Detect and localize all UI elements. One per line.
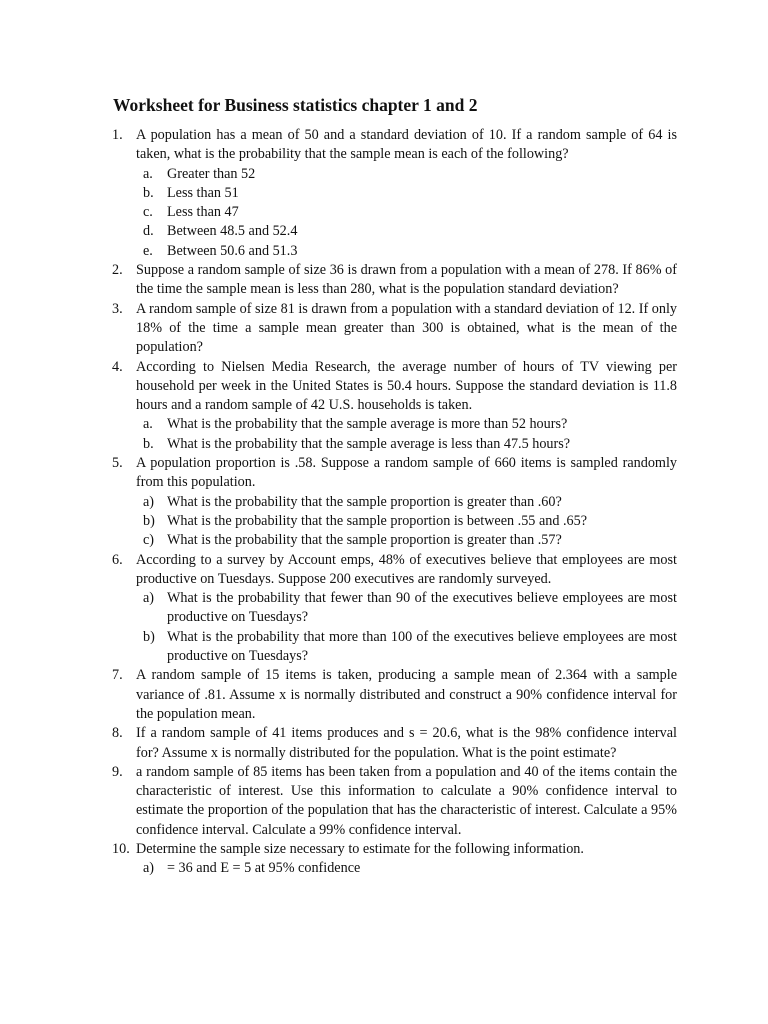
question-text: a random sample of 85 items has been taken from a population and 40 of the items contain the characteristic of interest. Use this information to calculate a 90% confidence interval to estimate the proportion of the population that has the characteristic of interest. Calculate a 95% confidence interval. Calculate a 99% confidence interval. <box>136 763 677 838</box>
sub-letter: a) <box>143 590 155 607</box>
sub-text: What is the probability that the sample proportion is between .55 and .65? <box>167 512 588 529</box>
question-2 <box>0 261 768 300</box>
question-6 <box>0 551 768 590</box>
sub-text: What is the probability that more than 100 of the executives believe employees are most productive on Tuesdays? <box>167 628 677 665</box>
question-text: A population proportion is .58. Suppose a random sample of 660 items is sampled randomly from this population. <box>136 455 677 491</box>
sub-letter: b. <box>143 184 154 201</box>
sub-text: Between 48.5 and 52.4 <box>167 223 298 240</box>
sub-letter: c. <box>143 204 153 221</box>
worksheet-title: Worksheet for Business statistics chapter 1 and 2 <box>113 95 478 115</box>
sub-question <box>0 628 768 667</box>
sub-letter: a) <box>143 860 155 877</box>
sub-text: Less than 51 <box>167 184 239 201</box>
sub-question <box>0 184 768 203</box>
sub-letter: b) <box>143 512 155 529</box>
sub-text: Between 50.6 and 51.3 <box>167 242 298 259</box>
question-number: 9. <box>112 763 123 780</box>
question-number: 4. <box>112 358 123 375</box>
question-7 <box>0 666 768 724</box>
question-number: 1. <box>112 127 123 143</box>
sub-question <box>0 589 768 628</box>
sub-letter: c) <box>143 532 155 549</box>
question-text: Suppose a random sample of size 36 is drawn from a population with a mean of 278. If 86% of the time the sample mean is less than 280, what is the population standard deviation? <box>136 262 677 298</box>
question-1 <box>0 126 768 165</box>
sub-text: Greater than 52 <box>167 165 256 182</box>
sub-letter: b) <box>143 628 155 645</box>
sub-question <box>0 493 768 512</box>
question-8 <box>0 724 768 763</box>
sub-question <box>0 165 768 184</box>
question-5 <box>0 454 768 493</box>
sub-letter: a. <box>143 165 153 182</box>
question-list <box>0 126 768 879</box>
sub-question <box>0 242 768 261</box>
question-text: According to a survey by Account emps, 48% of executives believe that employees are most productive on Tuesdays. Suppose 200 executives are randomly surveyed. <box>136 551 677 587</box>
question-text: According to Nielsen Media Research, the average number of hours of TV viewing per household per week in the United States is 50.4 hours. Suppose the standard deviation is 11.8 hours and a random sample of 42 U.S. households is taken. <box>136 358 677 414</box>
question-text: If a random sample of 41 items produces and s = 20.6, what is the 98% confidence interval for? Assume x is normally distributed for the population. What is the point estimate? <box>136 725 677 761</box>
question-text: A random sample of size 81 is drawn from a population with a standard deviation of 12. If only 18% of the time a sample mean greater than 300 is obtained, what is the mean of the population? <box>136 300 677 356</box>
question-number: 8. <box>112 725 123 742</box>
question-number: 7. <box>112 667 123 684</box>
question-3 <box>0 300 768 358</box>
sub-question <box>0 531 768 550</box>
sub-text: What is the probability that the sample average is more than 52 hours? <box>167 416 568 433</box>
sub-text: = 36 and E = 5 at 95% confidence <box>167 860 361 877</box>
question-9 <box>0 763 768 840</box>
sub-text: What is the probability that fewer than 90 of the executives believe employees are most productive on Tuesdays? <box>167 590 677 626</box>
sub-letter: e. <box>143 242 153 259</box>
sub-letter: a) <box>143 493 155 510</box>
sub-question <box>0 203 768 222</box>
sub-text: What is the probability that the sample proportion is greater than .60? <box>167 493 562 510</box>
question-number: 10. <box>112 840 130 857</box>
question-4 <box>0 358 768 416</box>
sub-text: Less than 47 <box>167 204 239 221</box>
sub-question <box>0 435 768 454</box>
question-text: A population has a mean of 50 and a standard deviation of 10. If a random sample of 64 is taken, what is the probability that the sample mean is each of the following? <box>136 127 677 163</box>
sub-question <box>0 859 768 878</box>
question-number: 2. <box>112 262 123 279</box>
sub-text: What is the probability that the sample average is less than 47.5 hours? <box>167 435 571 452</box>
sub-letter: a. <box>143 416 153 433</box>
sub-question <box>0 415 768 434</box>
sub-letter: d. <box>143 223 154 240</box>
question-number: 5. <box>112 455 123 472</box>
question-number: 6. <box>112 551 123 568</box>
sub-text: What is the probability that the sample proportion is greater than .57? <box>167 532 562 549</box>
question-text: Determine the sample size necessary to estimate for the following information. <box>136 840 584 857</box>
sub-letter: b. <box>143 435 154 452</box>
question-text: A random sample of 15 items is taken, producing a sample mean of 2.364 with a sample variance of .81. Assume x is normally distributed and construct a 90% confidence interval for the population mean. <box>136 667 677 722</box>
question-number: 3. <box>112 300 123 317</box>
sub-question <box>0 512 768 531</box>
question-10 <box>0 840 768 859</box>
sub-question <box>0 222 768 241</box>
